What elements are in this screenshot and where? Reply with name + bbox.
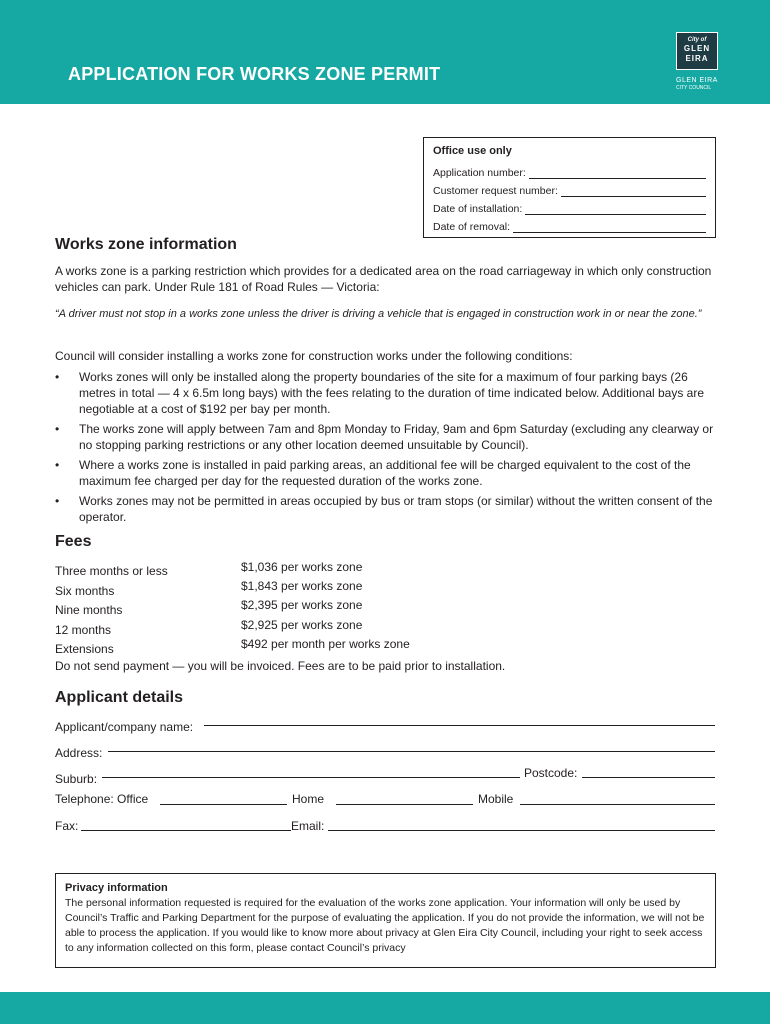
applicant-heading: Applicant details: [55, 689, 184, 706]
footer-band: [0, 992, 770, 1024]
logo-subtitle: [676, 77, 722, 91]
office-field-label: Customer request number:: [433, 185, 558, 197]
applicant-name-field[interactable]: [204, 725, 715, 726]
list-item: • Works zones will only be installed along the property boundaries of the site for a maximum of four parking bays (26 metres in total — 4 x 6.5m long bays) with the fees relating to the duration of time indicated below. Additional bays are negotiable at a cost of $192 per bay per month.: [55, 369, 715, 417]
fee-value: $1,036 per works zone: [241, 560, 363, 574]
date-of-removal-field[interactable]: [513, 221, 706, 233]
office-field-date-removal: [433, 215, 706, 233]
office-field-application-number: [433, 161, 706, 179]
mobile-label: Mobile: [478, 792, 514, 806]
office-use-box: [423, 137, 716, 238]
logo-line-2: GLEN: [683, 44, 711, 53]
telephone-office-label: Telephone: Office: [55, 792, 149, 806]
fax-label: Fax:: [55, 819, 79, 833]
logo-sub-line-1: GLEN EIRA: [676, 77, 718, 84]
header-band: [0, 0, 770, 104]
fee-value: $1,843 per works zone: [241, 579, 363, 593]
applicant-name-label: Applicant/company name:: [55, 720, 194, 734]
email-field[interactable]: [328, 830, 715, 831]
road-rule-quote: “A driver must not stop in a works zone unless the driver is driving a vehicle that is engaged in construction work in or near the zone.”: [55, 308, 702, 320]
suburb-field[interactable]: [102, 777, 520, 778]
logo-line-3: EIRA: [685, 54, 709, 63]
office-field-label: Date of installation:: [433, 203, 523, 215]
customer-request-number-field[interactable]: [561, 185, 706, 197]
privacy-box: [55, 873, 716, 968]
fee-value: $492 per month per works zone: [241, 637, 410, 651]
email-label: Email:: [291, 819, 325, 833]
conditions-intro: Council will consider installing a works zone for construction works under the following conditions:: [55, 349, 573, 363]
fee-label: Six months: [55, 584, 115, 598]
privacy-title: Privacy information: [65, 882, 168, 894]
list-item: • Where a works zone is installed in paid parking areas, an additional fee will be charged equivalent to the cost of the maximum fee charged per day for the requested duration of the works zone.: [55, 457, 715, 489]
fee-label: Nine months: [55, 603, 123, 617]
logo-sub-line-2: CITY COUNCIL: [676, 85, 712, 91]
fee-label: 12 months: [55, 623, 112, 637]
fee-value: $2,395 per works zone: [241, 598, 363, 612]
office-use-title: Office use only: [433, 145, 512, 157]
works-zone-heading: Works zone information: [55, 236, 237, 253]
fees-payment-note: Do not send payment — you will be invoiced. Fees are to be paid prior to installation.: [55, 659, 506, 673]
postcode-label: Postcode:: [524, 766, 578, 780]
privacy-text: The personal information requested is required for the evaluation of the works zone application. Your information will only be used by Council’s Traffic and Parking Department for the purpose of evaluating the application. If you do not provide the information, we will not be able to process the application. If you would like to know more about privacy at Glen Eira City Council, including your right to seek access to any information collected on this form, please contact Council’s privacy: [65, 897, 705, 954]
fee-value: $2,925 per works zone: [241, 618, 363, 632]
mobile-field[interactable]: [520, 804, 715, 805]
fee-label: Three months or less: [55, 564, 168, 578]
home-phone-field[interactable]: [336, 804, 473, 805]
office-field-label: Application number:: [433, 167, 526, 179]
conditions-list: [55, 369, 715, 529]
list-item: • Works zones may not be permitted in areas occupied by bus or tram stops (or similar) without the written consent of the operator.: [55, 493, 715, 525]
telephone-office-field[interactable]: [160, 804, 287, 805]
address-field[interactable]: [108, 751, 715, 752]
suburb-label: Suburb:: [55, 772, 98, 786]
postcode-field[interactable]: [582, 777, 715, 778]
logo-line-1: City of: [687, 37, 707, 43]
council-logo: [676, 32, 718, 70]
date-of-installation-field[interactable]: [525, 203, 706, 215]
application-number-field[interactable]: [529, 167, 706, 179]
office-field-label: Date of removal:: [433, 221, 511, 233]
page-title: APPLICATION FOR WORKS ZONE PERMIT: [68, 64, 441, 84]
fax-field[interactable]: [81, 830, 291, 831]
fee-label: Extensions: [55, 642, 114, 656]
list-item: • The works zone will apply between 7am and 8pm Monday to Friday, 9am and 6pm Saturday (excluding any clearway or no stopping parking restrictions or any other location deemed unsuitable by Council).: [55, 421, 715, 453]
works-zone-intro: A works zone is a parking restriction which provides for a dedicated area on the road carriageway in which only construction vehicles can park. Under Rule 181 of Road Rules — Victoria:: [55, 264, 712, 294]
office-field-date-installation: [433, 197, 706, 215]
address-label: Address:: [55, 746, 103, 760]
office-field-customer-request: [433, 179, 706, 197]
home-phone-label: Home: [292, 792, 325, 806]
fees-heading: Fees: [55, 533, 92, 550]
